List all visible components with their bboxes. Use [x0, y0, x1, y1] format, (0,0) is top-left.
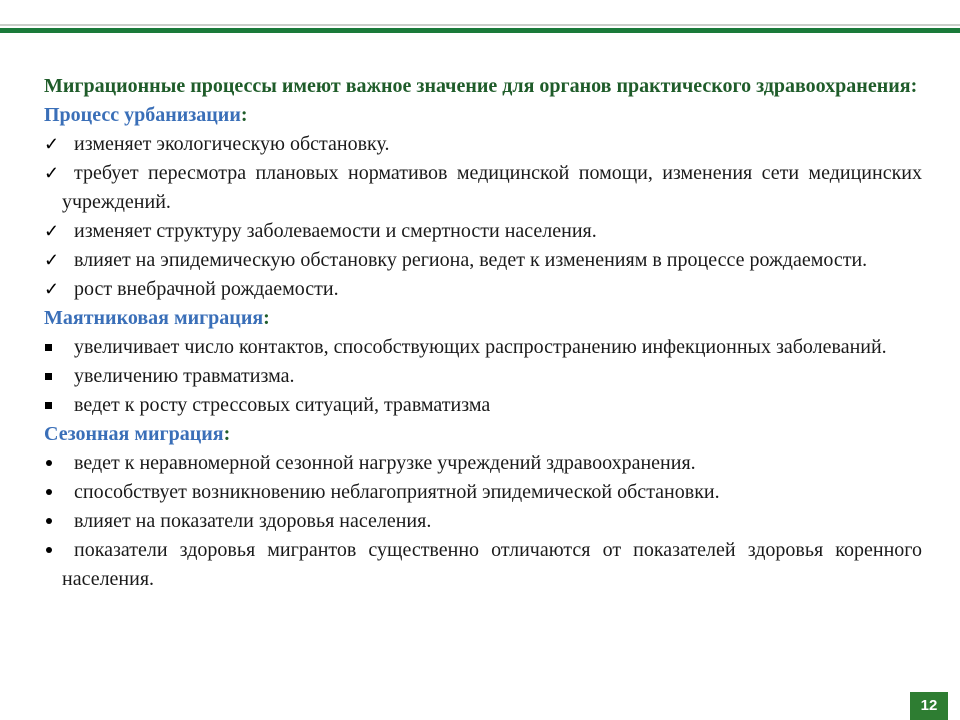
top-rule	[0, 28, 960, 33]
list-item-text: увеличивает число контактов, способствующих распространению инфекционных заболеваний.	[74, 336, 887, 358]
list-item	[44, 246, 922, 275]
intro-heading: Миграционные процессы имеют важное значение для органов практического здравоохранения:	[44, 75, 918, 97]
top-band	[0, 0, 960, 26]
section-colon: :	[263, 307, 270, 329]
pendulum-list	[44, 333, 922, 420]
list-item	[44, 449, 922, 478]
list-item-text: требует пересмотра плановых нормативов медицинской помощи, изменения сети медицинских учреждений.	[62, 162, 922, 213]
check-icon: ✓	[44, 279, 60, 299]
list-item-text: показатели здоровья мигрантов существенно отличаются от показателей здоровья коренного населения.	[62, 539, 922, 590]
check-icon: ✓	[44, 163, 60, 183]
list-item-text: ведет к росту стрессовых ситуаций, травматизма	[74, 394, 491, 416]
list-item-text: увеличению травматизма.	[74, 365, 295, 387]
slide-content	[44, 72, 922, 594]
section-colon: :	[223, 423, 231, 445]
list-item-text: влияет на эпидемическую обстановку региона, ведет к изменениям в процессе рождаемости.	[74, 249, 868, 271]
list-item-text: изменяет экологическую обстановку.	[74, 133, 390, 155]
list-item	[44, 275, 922, 304]
check-icon: ✓	[44, 134, 60, 154]
list-item	[44, 362, 922, 391]
list-item	[44, 391, 922, 420]
section-title-pendulum	[44, 304, 922, 333]
list-item	[44, 478, 922, 507]
list-item-text: способствует возникновению неблагоприятной эпидемической обстановки.	[74, 481, 720, 503]
seasonal-list	[44, 449, 922, 594]
list-item	[44, 159, 922, 217]
list-item	[44, 130, 922, 159]
list-item-text: рост внебрачной рождаемости.	[74, 278, 339, 300]
check-icon: ✓	[44, 221, 60, 241]
check-icon: ✓	[44, 250, 60, 270]
section-title-text: Маятниковая миграция	[44, 307, 264, 329]
section-title-text: Сезонная миграция	[44, 423, 224, 445]
list-item-text: ведет к неравномерной сезонной нагрузке учреждений здравоохранения.	[74, 452, 696, 474]
urbanization-list	[44, 130, 922, 304]
section-title-seasonal	[44, 420, 922, 449]
list-item-text: влияет на показатели здоровья населения.	[74, 510, 432, 532]
list-item	[44, 507, 922, 536]
section-colon: :	[240, 104, 248, 126]
section-title-urbanization	[44, 101, 922, 130]
list-item	[44, 333, 922, 362]
list-item	[44, 217, 922, 246]
list-item	[44, 536, 922, 594]
section-title-text: Процесс урбанизации	[44, 104, 241, 126]
list-item-text: изменяет структуру заболеваемости и смертности населения.	[74, 220, 597, 242]
page-number-badge: 12	[910, 692, 948, 720]
